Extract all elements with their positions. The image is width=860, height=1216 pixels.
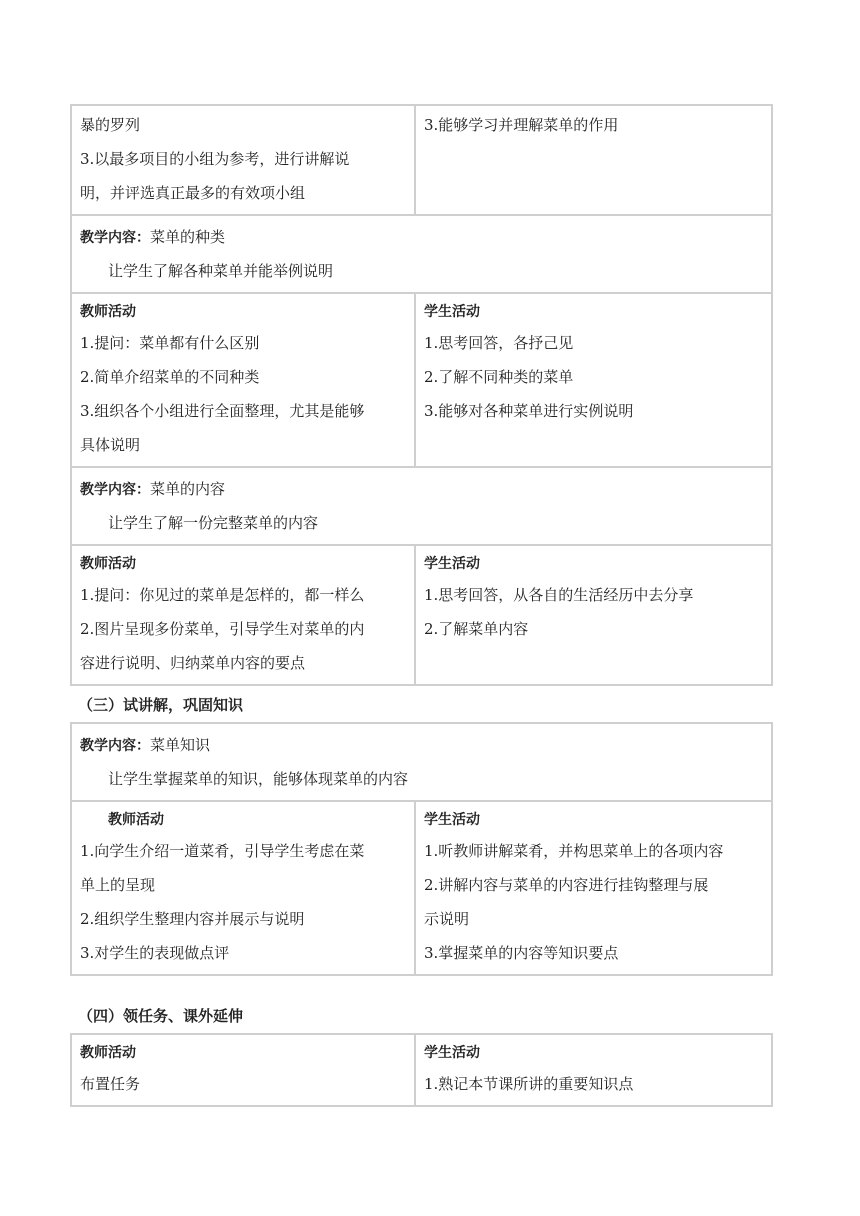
text-line: 2.组织学生整理内容并展示与说明 — [80, 910, 305, 928]
text-line: 3.组织各个小组进行全面整理，尤其是能够 — [80, 402, 365, 420]
text-line: 3.能够学习并理解菜单的作用 — [424, 116, 619, 134]
text-line: 明，并评选真正最多的有效项小组 — [80, 184, 306, 202]
student-activity-cell — [416, 802, 771, 974]
teaching-content-row — [72, 724, 771, 802]
text-line: 1.向学生介绍一道菜肴，引导学生考虑在菜 — [80, 842, 365, 860]
activity-row — [72, 546, 771, 684]
content-description: 让学生掌握菜单的知识，能够体现菜单的内容 — [108, 770, 409, 788]
lesson-table — [70, 722, 773, 976]
text-line: 暴的罗列 — [80, 116, 141, 134]
lesson-table-continued — [70, 104, 773, 686]
text-line: 2.了解不同种类的菜单 — [424, 368, 574, 386]
content-value: 菜单的内容 — [150, 480, 226, 498]
teaching-content-row — [72, 468, 771, 546]
text-line: 2.图片呈现多份菜单，引导学生对菜单的内 — [80, 620, 365, 638]
lesson-table — [70, 1033, 773, 1107]
teacher-activity-heading: 教师活动 — [80, 304, 136, 320]
student-activity-cell — [416, 546, 771, 684]
teaching-content-cell — [72, 216, 771, 292]
student-activity-heading: 学生活动 — [424, 812, 480, 828]
table-row — [72, 106, 771, 216]
text-line: 1.提问：你见过的菜单是怎样的，都一样么 — [80, 586, 365, 604]
text-line: 1.听教师讲解菜肴，并构思菜单上的各项内容 — [424, 842, 724, 860]
text-line: 1.思考回答，从各自的生活经历中去分享 — [424, 586, 694, 604]
text-line: 具体说明 — [80, 436, 141, 454]
section-heading: （四）领任务、课外延伸 — [78, 1007, 244, 1025]
teacher-activity-cell — [72, 546, 416, 684]
student-activity-cell — [416, 106, 771, 214]
teaching-content-cell — [72, 724, 771, 800]
teacher-activity-cell — [72, 802, 416, 974]
teacher-activity-heading: 教师活动 — [108, 812, 164, 828]
text-line: 3.能够对各种菜单进行实例说明 — [424, 402, 634, 420]
text-line: 2.了解菜单内容 — [424, 620, 529, 638]
content-value: 菜单的种类 — [150, 228, 226, 246]
content-label: 教学内容： — [80, 230, 150, 246]
teacher-activity-cell — [72, 1035, 416, 1105]
content-description: 让学生了解各种菜单并能举例说明 — [108, 262, 334, 280]
content-label: 教学内容： — [80, 482, 150, 498]
text-line: 3.掌握菜单的内容等知识要点 — [424, 944, 619, 962]
student-activity-heading: 学生活动 — [424, 1045, 480, 1061]
text-line: 3.对学生的表现做点评 — [80, 944, 230, 962]
text-line: 容进行说明、归纳菜单内容的要点 — [80, 654, 306, 672]
teacher-activity-heading: 教师活动 — [80, 556, 136, 572]
student-activity-cell — [416, 1035, 771, 1105]
teacher-activity-cell — [72, 294, 416, 466]
activity-row — [72, 294, 771, 468]
text-line: 布置任务 — [80, 1075, 141, 1093]
student-activity-cell — [416, 294, 771, 466]
text-line: 1.提问：菜单都有什么区别 — [80, 334, 260, 352]
text-line: 单上的呈现 — [80, 876, 156, 894]
content-value: 菜单知识 — [150, 736, 211, 754]
text-line: 2.简单介绍菜单的不同种类 — [80, 368, 260, 386]
teaching-content-cell — [72, 468, 771, 544]
text-line: 示说明 — [424, 910, 470, 928]
teaching-content-row — [72, 216, 771, 294]
teacher-activity-heading: 教师活动 — [80, 1045, 136, 1061]
activity-row — [72, 1035, 771, 1105]
content-description: 让学生了解一份完整菜单的内容 — [108, 514, 319, 532]
activity-row — [72, 802, 771, 974]
text-line: 3.以最多项目的小组为参考，进行讲解说 — [80, 150, 350, 168]
student-activity-heading: 学生活动 — [424, 304, 480, 320]
content-label: 教学内容： — [80, 738, 150, 754]
text-line: 1.思考回答，各抒己见 — [424, 334, 574, 352]
student-activity-heading: 学生活动 — [424, 556, 480, 572]
text-line: 2.讲解内容与菜单的内容进行挂钩整理与展 — [424, 876, 709, 894]
teacher-activity-cell — [72, 106, 416, 214]
section-heading: （三）试讲解，巩固知识 — [78, 696, 244, 714]
text-line: 1.熟记本节课所讲的重要知识点 — [424, 1075, 634, 1093]
